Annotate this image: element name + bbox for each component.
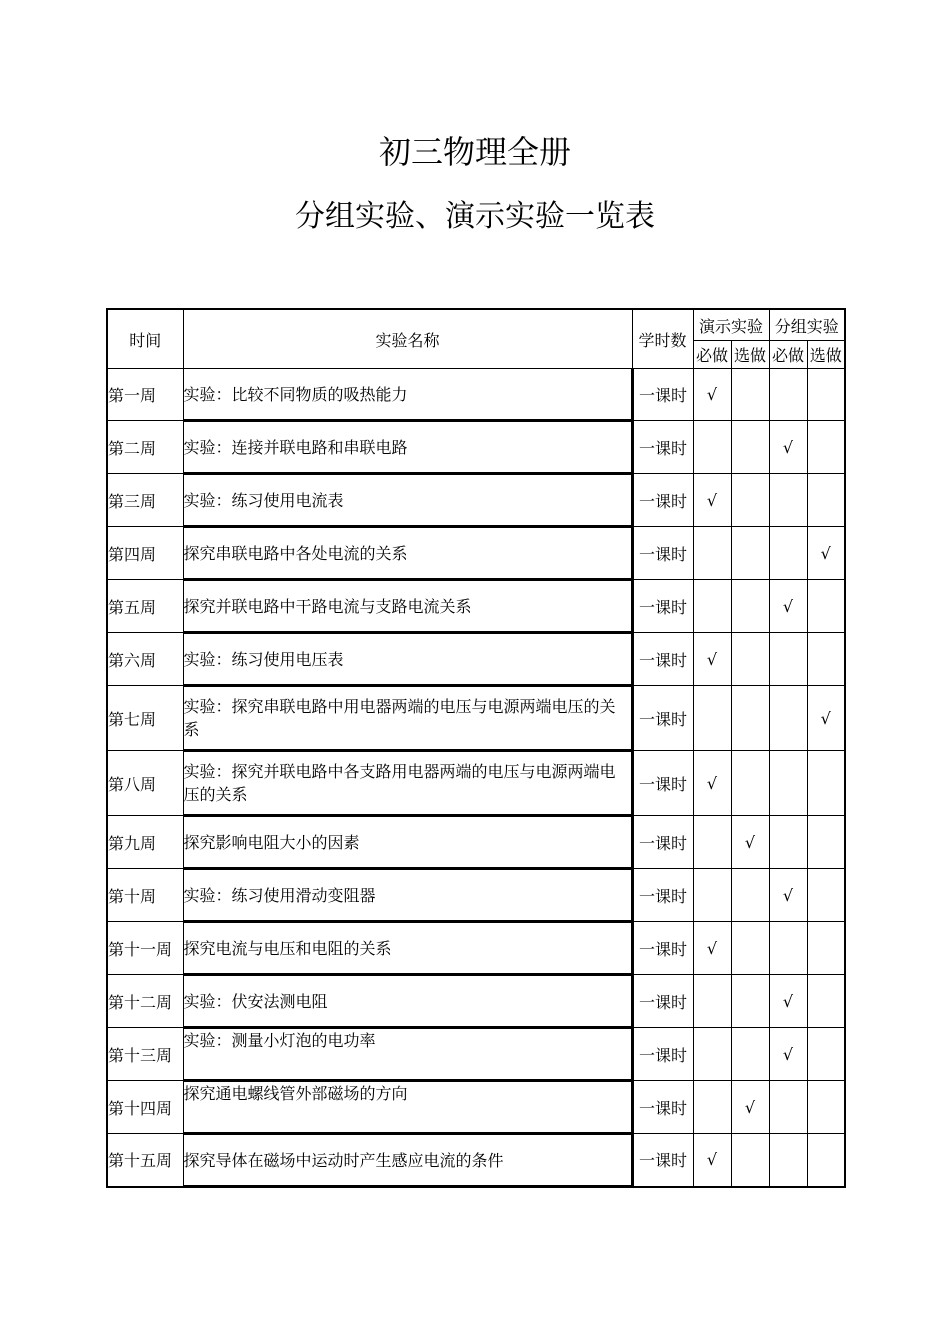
week-cell: 第六周 bbox=[107, 633, 183, 686]
group-optional-cell bbox=[807, 580, 845, 633]
group-optional-cell: √ bbox=[807, 686, 845, 751]
table-row bbox=[107, 922, 845, 975]
demo-required-cell: √ bbox=[693, 474, 731, 527]
hours-cell: 一课时 bbox=[632, 369, 693, 421]
experiment-name-cell: 实验：练习使用电压表 bbox=[183, 633, 632, 686]
demo-required-cell: √ bbox=[693, 369, 731, 421]
experiment-name-cell: 实验：伏安法测电阻 bbox=[183, 975, 632, 1028]
demo-required-cell bbox=[693, 975, 731, 1028]
hours-cell: 一课时 bbox=[632, 686, 693, 751]
experiment-name-cell: 实验：探究并联电路中各支路用电器两端的电压与电源两端电压的关系 bbox=[183, 751, 632, 816]
hours-cell: 一课时 bbox=[632, 633, 693, 686]
week-cell: 第十二周 bbox=[107, 975, 183, 1028]
experiment-name-cell: 探究电流与电压和电阻的关系 bbox=[183, 922, 632, 975]
demo-required-cell bbox=[693, 580, 731, 633]
week-cell: 第四周 bbox=[107, 527, 183, 580]
demo-optional-cell bbox=[731, 369, 769, 421]
header-group-required: 必做 bbox=[769, 341, 807, 369]
experiment-name-cell: 探究导体在磁场中运动时产生感应电流的条件 bbox=[183, 1134, 632, 1187]
experiment-name-cell: 探究影响电阻大小的因素 bbox=[183, 816, 632, 869]
group-optional-cell bbox=[807, 633, 845, 686]
group-optional-cell: √ bbox=[807, 527, 845, 580]
week-cell: 第十五周 bbox=[107, 1134, 183, 1187]
header-demo-required: 必做 bbox=[693, 341, 731, 369]
experiment-name-cell: 探究通电螺线管外部磁场的方向 bbox=[183, 1081, 632, 1134]
table-row bbox=[107, 369, 845, 421]
group-optional-cell bbox=[807, 869, 845, 922]
demo-required-cell: √ bbox=[693, 751, 731, 816]
group-required-cell bbox=[769, 751, 807, 816]
group-optional-cell bbox=[807, 1028, 845, 1081]
experiment-name-cell: 实验：练习使用滑动变阻器 bbox=[183, 869, 632, 922]
week-cell: 第十一周 bbox=[107, 922, 183, 975]
document-title: 初三物理全册 bbox=[378, 133, 571, 171]
week-cell: 第二周 bbox=[107, 421, 183, 474]
week-cell: 第十三周 bbox=[107, 1028, 183, 1081]
demo-optional-cell: √ bbox=[731, 1081, 769, 1134]
experiment-name-cell: 实验：比较不同物质的吸热能力 bbox=[183, 369, 632, 421]
table-row bbox=[107, 1028, 845, 1081]
group-required-cell bbox=[769, 1081, 807, 1134]
hours-cell: 一课时 bbox=[632, 1028, 693, 1081]
demo-required-cell: √ bbox=[693, 633, 731, 686]
table-row bbox=[107, 869, 845, 922]
table-row bbox=[107, 1081, 845, 1134]
group-optional-cell bbox=[807, 922, 845, 975]
demo-optional-cell bbox=[731, 922, 769, 975]
table-row bbox=[107, 1134, 845, 1187]
week-cell: 第七周 bbox=[107, 686, 183, 751]
hours-cell: 一课时 bbox=[632, 1081, 693, 1134]
group-required-cell bbox=[769, 474, 807, 527]
table-row bbox=[107, 816, 845, 869]
experiment-name-cell: 实验：测量小灯泡的电功率 bbox=[183, 1028, 632, 1081]
hours-cell: 一课时 bbox=[632, 421, 693, 474]
experiment-name-cell: 探究串联电路中各处电流的关系 bbox=[183, 527, 632, 580]
demo-required-cell bbox=[693, 1081, 731, 1134]
demo-optional-cell bbox=[731, 869, 769, 922]
demo-required-cell bbox=[693, 816, 731, 869]
header-demo: 演示实验 bbox=[693, 309, 769, 341]
group-optional-cell bbox=[807, 1134, 845, 1187]
hours-cell: 一课时 bbox=[632, 922, 693, 975]
demo-optional-cell bbox=[731, 527, 769, 580]
demo-required-cell: √ bbox=[693, 1134, 731, 1187]
hours-cell: 一课时 bbox=[632, 869, 693, 922]
header-group-optional: 选做 bbox=[807, 341, 845, 369]
experiment-name-cell: 实验：探究串联电路中用电器两端的电压与电源两端电压的关系 bbox=[183, 686, 632, 751]
document-subtitle: 分组实验、演示实验一览表 bbox=[295, 199, 655, 234]
demo-optional-cell bbox=[731, 474, 769, 527]
group-required-cell bbox=[769, 922, 807, 975]
group-required-cell: √ bbox=[769, 421, 807, 474]
group-optional-cell bbox=[807, 1081, 845, 1134]
group-optional-cell bbox=[807, 474, 845, 527]
week-cell: 第九周 bbox=[107, 816, 183, 869]
demo-required-cell: √ bbox=[693, 922, 731, 975]
header-group: 分组实验 bbox=[769, 309, 845, 341]
demo-optional-cell bbox=[731, 686, 769, 751]
table-row bbox=[107, 975, 845, 1028]
week-cell: 第八周 bbox=[107, 751, 183, 816]
hours-cell: 一课时 bbox=[632, 751, 693, 816]
header-demo-optional: 选做 bbox=[731, 341, 769, 369]
experiment-name-cell: 探究并联电路中干路电流与支路电流关系 bbox=[183, 580, 632, 633]
experiment-name-cell: 实验：连接并联电路和串联电路 bbox=[183, 421, 632, 474]
week-cell: 第一周 bbox=[107, 369, 183, 421]
experiment-table bbox=[106, 308, 846, 1188]
table-row bbox=[107, 686, 845, 751]
demo-required-cell bbox=[693, 1028, 731, 1081]
header-hours: 学时数 bbox=[632, 309, 693, 369]
experiment-name-cell: 实验：练习使用电流表 bbox=[183, 474, 632, 527]
demo-optional-cell bbox=[731, 975, 769, 1028]
demo-optional-cell bbox=[731, 1028, 769, 1081]
group-required-cell bbox=[769, 633, 807, 686]
hours-cell: 一课时 bbox=[632, 975, 693, 1028]
group-required-cell: √ bbox=[769, 869, 807, 922]
demo-optional-cell bbox=[731, 421, 769, 474]
group-optional-cell bbox=[807, 421, 845, 474]
demo-optional-cell bbox=[731, 751, 769, 816]
table-row bbox=[107, 633, 845, 686]
group-optional-cell bbox=[807, 751, 845, 816]
hours-cell: 一课时 bbox=[632, 816, 693, 869]
demo-optional-cell bbox=[731, 1134, 769, 1187]
week-cell: 第十四周 bbox=[107, 1081, 183, 1134]
header-name: 实验名称 bbox=[183, 309, 632, 369]
group-required-cell bbox=[769, 527, 807, 580]
demo-required-cell bbox=[693, 421, 731, 474]
demo-required-cell bbox=[693, 869, 731, 922]
demo-optional-cell bbox=[731, 633, 769, 686]
week-cell: 第三周 bbox=[107, 474, 183, 527]
group-optional-cell bbox=[807, 975, 845, 1028]
group-required-cell: √ bbox=[769, 975, 807, 1028]
demo-optional-cell bbox=[731, 580, 769, 633]
table-row bbox=[107, 527, 845, 580]
group-required-cell: √ bbox=[769, 580, 807, 633]
table-row bbox=[107, 421, 845, 474]
hours-cell: 一课时 bbox=[632, 527, 693, 580]
demo-optional-cell: √ bbox=[731, 816, 769, 869]
group-required-cell bbox=[769, 1134, 807, 1187]
demo-required-cell bbox=[693, 686, 731, 751]
header-time: 时间 bbox=[107, 309, 183, 369]
hours-cell: 一课时 bbox=[632, 580, 693, 633]
hours-cell: 一课时 bbox=[632, 1134, 693, 1187]
week-cell: 第十周 bbox=[107, 869, 183, 922]
week-cell: 第五周 bbox=[107, 580, 183, 633]
demo-required-cell bbox=[693, 527, 731, 580]
hours-cell: 一课时 bbox=[632, 474, 693, 527]
group-optional-cell bbox=[807, 816, 845, 869]
table-row bbox=[107, 474, 845, 527]
group-required-cell bbox=[769, 816, 807, 869]
table-row bbox=[107, 580, 845, 633]
group-required-cell: √ bbox=[769, 1028, 807, 1081]
group-required-cell bbox=[769, 369, 807, 421]
group-required-cell bbox=[769, 686, 807, 751]
group-optional-cell bbox=[807, 369, 845, 421]
table-row bbox=[107, 751, 845, 816]
